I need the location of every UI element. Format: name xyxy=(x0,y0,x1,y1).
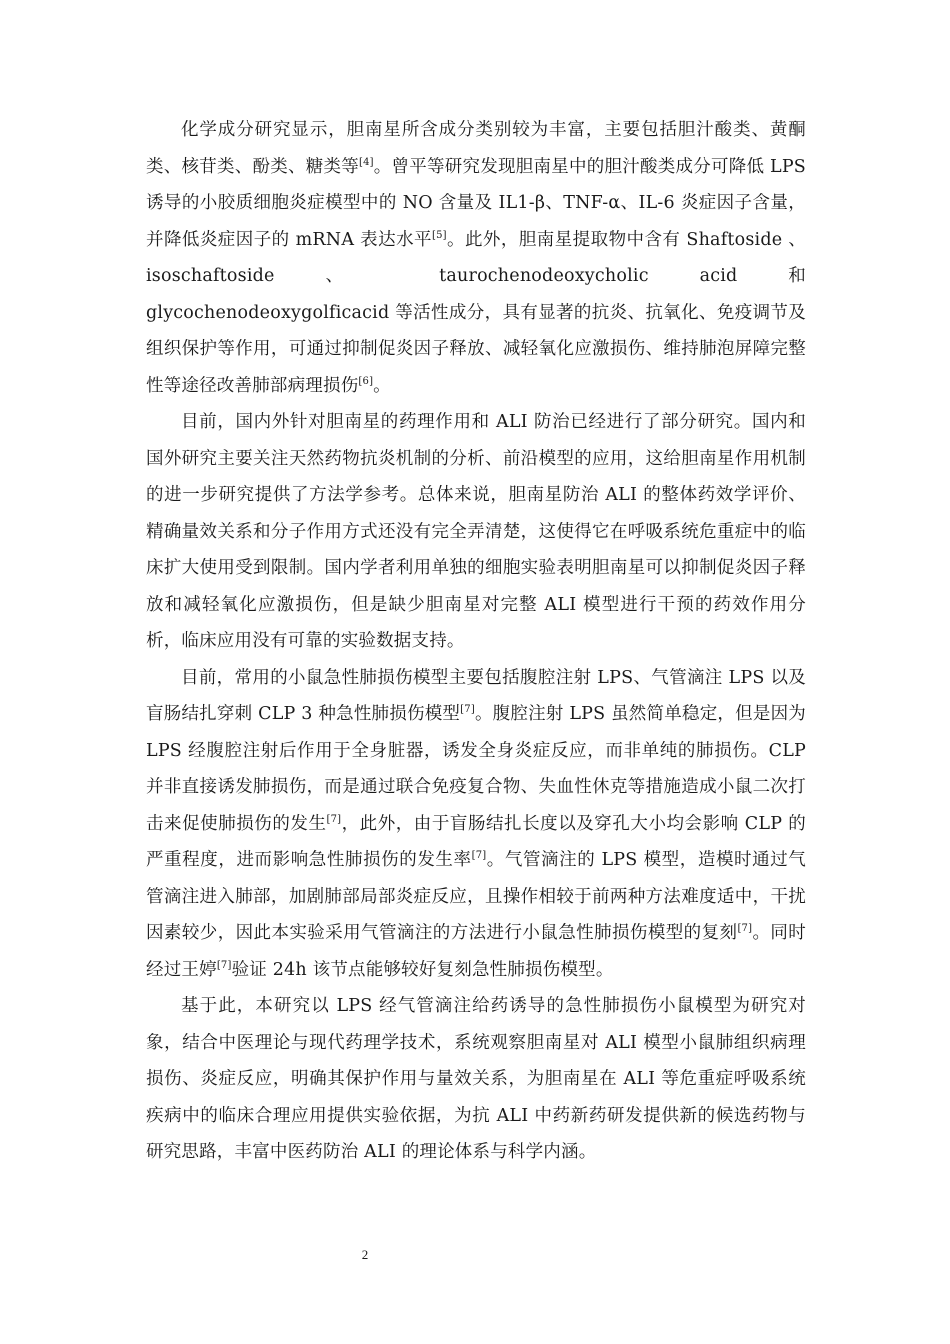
text-run: 验证 24h 该节点能够较好复刻急性肺损伤模型。 xyxy=(231,959,614,980)
text-run: 目前，国内外针对胆南星的药理作用和 ALI 防治已经进行了部分研究。国内和国外研究主要关注天然药物抗炎机制的分析、前沿模型的应用，这给胆南星作用机制的进一步研究提供了方法学参考。总体来说，胆南星防治 ALI 的整体药效学评价、精确量效关系和分子作用方式还没有完全弄清楚，这使得它在呼吸系统危重症中的临床扩大使用受到限制。国内学者利用单独的细胞实验表明胆南星可以抑制促炎因子释放和减轻氧化应激损伤，但是缺少胆南星对完整 ALI 模型进行干预的药效作用分析，临床应用没有可靠的实验数据支持。 xyxy=(146,412,806,651)
paragraph-chemical-composition xyxy=(146,112,806,404)
citation-ref: [7] xyxy=(460,704,475,716)
paragraph-study-aim xyxy=(146,988,806,1171)
page-number: 2 xyxy=(361,1247,369,1262)
citation-ref: [7] xyxy=(471,850,487,862)
citation-ref: [7] xyxy=(737,923,753,935)
citation-ref: [5] xyxy=(431,229,447,241)
citation-ref: [7] xyxy=(216,959,232,971)
text-run: 目前，常用的小鼠急性肺损伤模型主要包括腹腔注射 LPS、气管滴注 LPS 以及盲肠结扎穿刺 CLP 3 种急性肺损伤模型 xyxy=(146,667,806,724)
paragraph-research-status xyxy=(146,404,806,660)
text-run: 。此外，胆南星提取物中含有 Shaftoside 、 isoschaftoside 、 taurochenodeoxycholic acid 和 glycochenodeoxygolficacid 等活性成分，具有显著的抗炎、抗氧化、免疫调节及组织保护等作用，可通过抑制促炎因子释放、减轻氧化应激损伤、维持肺泡屏障完整性等途径改善肺部病理损伤 xyxy=(146,229,806,396)
citation-ref: [6] xyxy=(358,375,374,387)
body-text xyxy=(146,112,806,1171)
text-run: 。曾平等研究发现胆南星中的胆汁酸类成分可降低 LPS 诱导的小胶质细胞炎症模型中的 NO 含量及 IL1-β、TNF-α、IL-6 炎症因子含量，并降低炎症因子的 mRNA 表达水平 xyxy=(146,156,806,250)
text-run: 。同时经过王婷 xyxy=(146,923,806,980)
citation-ref: [4] xyxy=(358,156,374,168)
text-run: 。腹腔注射 LPS 虽然简单稳定，但是因为 LPS 经腹腔注射后作用于全身脏器，诱发全身炎症反应，而非单纯的肺损伤。CLP 并非直接诱发肺损伤，而是通过联合免疫复合物、失血性休克等措施造成小鼠二次打击来促使肺损伤的发生 xyxy=(146,704,806,834)
text-run: 。气管滴注的 LPS 模型，造模时通过气管滴注进入肺部，加剧肺部局部炎症反应，且操作相较于前两种方法难度适中，干扰因素较少，因此本实验采用气管滴注的方法进行小鼠急性肺损伤模型的复刻 xyxy=(146,850,806,943)
text-run: ，此外，由于盲肠结扎长度以及穿孔大小均会影响 CLP 的严重程度，进而影响急性肺损伤的发生率 xyxy=(146,813,807,870)
paragraph-model-selection xyxy=(146,660,806,989)
text-run: 化学成分研究显示，胆南星所含成分类别较为丰富，主要包括胆汁酸类、黄酮类、核苷类、酚类、糖类等 xyxy=(146,120,806,177)
citation-ref: [7] xyxy=(326,813,342,825)
text-run: 。 xyxy=(373,375,391,396)
text-run: 基于此，本研究以 LPS 经气管滴注给药诱导的急性肺损伤小鼠模型为研究对象，结合中医理论与现代药理学技术，系统观察胆南星对 ALI 模型小鼠肺组织病理损伤、炎症反应，明确其保护作用与量效关系，为胆南星在 ALI 等危重症呼吸系统疾病中的临床合理应用提供实验依据，为抗 ALI 中药新药研发提供新的候选药物与研究思路，丰富中医药防治 ALI 的理论体系与科学内涵。 xyxy=(146,996,806,1162)
